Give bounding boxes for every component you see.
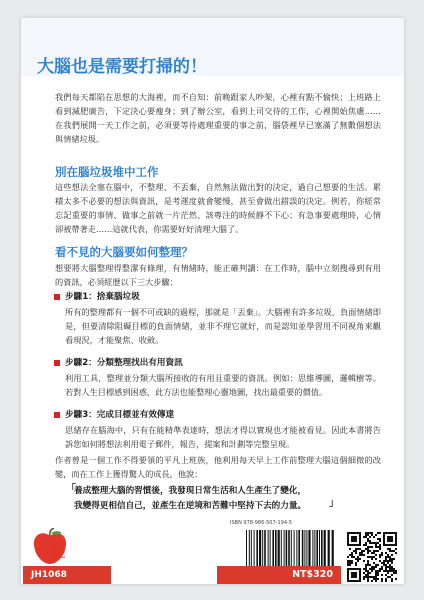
section-body-2: 想要將大腦整理得整潔有條理，有情緒時，能正確判讀：在工作時，腦中立刻搜尋到有用的資訊，必須經歷以下三大步驟： xyxy=(55,263,381,288)
price-tag: NT$320 xyxy=(217,566,341,584)
step-label-1: 步驟1： xyxy=(65,292,97,302)
closing-paragraph: 作者曾是一個工作不得要領的平凡上班族，他利用每天早上工作前整理大腦這個細微的改變，而在工作上獲得驚人的成長，他說： xyxy=(55,455,381,480)
step-title-3: 完成目標並有效傳達 xyxy=(96,410,175,420)
cover-title: 大腦也是需要打掃的！ xyxy=(37,57,207,77)
publisher-name-line-2: 文化 xyxy=(51,551,65,559)
step-label-3: 步驟3： xyxy=(65,410,97,420)
quote-open-mark: 「 xyxy=(66,484,76,495)
step-body-2: 利用工具，整理並分類大腦所接收的有用且重要的資訊。例如：思維導圖，邏輯樹等。若對人生目標感到困惑，此方法也能整理心靈地圖，找出最重要的價值。 xyxy=(65,373,381,398)
step-body-1: 所有的整理都有一個不可或缺的過程，那就是「丟棄」。大腦裡有許多垃圾，負面情緒即是，但要清除阻礙目標的負面情緒，並非不理它就好，而是認知並學習用不同視角來觀看現況，才能聚焦、收斂。 xyxy=(65,307,381,346)
quote-line-2: 我變得更相信自己，並產生在逆境和苦難中堅持下去的力量。 xyxy=(74,501,307,511)
step-heading-2 xyxy=(65,356,183,368)
section-heading-1: 別在腦垃圾堆中工作 xyxy=(55,165,159,179)
book-back-cover xyxy=(21,18,404,584)
quote-line-1: 養成整理大腦的習慣後，我發現日常生活和人生產生了變化， xyxy=(74,486,307,496)
qr-code-icon xyxy=(347,532,397,582)
publisher-name-line-1: 采實 xyxy=(51,542,65,550)
step-bullet-3 xyxy=(54,412,60,418)
step-title-1: 捨棄腦垃圾 xyxy=(96,292,140,302)
quote-close-mark: 」 xyxy=(329,498,339,509)
publisher-name xyxy=(51,542,65,560)
step-bullet-1 xyxy=(54,294,60,300)
step-heading-3 xyxy=(65,408,174,420)
intro-paragraph: 我們每天都陷在思想的大海裡，而不自知：前晚跟家人吵架，心裡有點不愉快；上班路上看到減肥廣告，下定決心要瘦身；到了辦公室，看到上司交待的工作，心裡開始焦慮……在我們展開一天工作之前，必須要等待處理重要的事之前，腦袋裡早已塞滿了無數個想法與情緒垃圾。 xyxy=(55,92,381,145)
book-code-tag: JH1068 xyxy=(23,566,111,584)
step-body-3: 思緒存在腦海中，只有在能精準表達時，想法才得以實現也才能被看見。因此本書將告訴您如何將想法利用電子郵件，報告，提案和計劃等完整呈現。 xyxy=(65,425,381,450)
step-title-2: 分類整理找出有用資訊 xyxy=(96,358,183,368)
section-body-1: 這些想法全塞在腦中，不整理、不丟棄，自然無法做出對的決定，過自己想要的生活。累積太多不必要的想法與資訊，是考運度就會變慢，甚至會做出錯誤的決定。例若，你經常忘記重要的事情、做事之前就一片茫然、該專注的時候靜不下心；有急事要處理時，心情卻被帶著走……這就代表，你需要好好清理大腦了。 xyxy=(55,182,381,235)
section-heading-2: 看不見的大腦要如何整理？ xyxy=(55,245,193,259)
step-label-2: 步驟2： xyxy=(65,358,97,368)
step-bullet-2 xyxy=(54,360,60,366)
isbn-text: ISBN 978-986-507-194-5 xyxy=(230,520,292,526)
step-heading-1 xyxy=(65,290,140,302)
